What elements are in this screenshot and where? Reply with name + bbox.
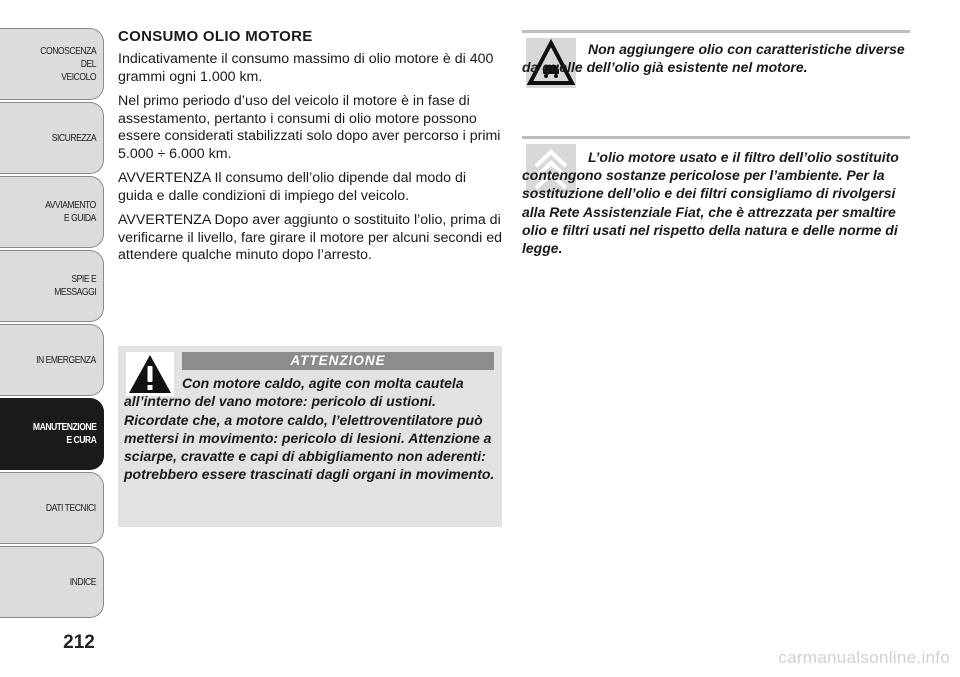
tab-label: DATI TECNICI (46, 501, 96, 514)
tab-label: MANUTENZIONE E CURA (32, 421, 96, 446)
tab-label: INDICE (69, 575, 96, 588)
page-number: 212 (63, 632, 95, 653)
divider (522, 136, 910, 139)
section-heading: CONSUMO OLIO MOTORE (118, 28, 313, 45)
warning-text: Con motore caldo, agite con molta cautela all’interno del vano motore: pericolo di ustioni. Ricordate che, a motore caldo, l’elettroventilatore può mettersi in movimento: pericolo di lesioni. Attenzione a sciarpe, cravatte e capi di abbigliamento non aderenti: potrebbero essere trascinati dagli organi in movimento. (124, 375, 495, 483)
tab-label: IN EMERGENZA (36, 353, 96, 366)
main-content (118, 28, 504, 272)
section-tabs (0, 28, 104, 620)
warning-title: ATTENZIONE (182, 352, 494, 370)
warning-box (118, 346, 502, 527)
tab-label: CONOSCENZA DEL VEICOLO (40, 44, 96, 83)
paragraph: AVVERTENZA Dopo aver aggiunto o sostituito l’olio, prima di verificarne il livello, fare girare il motore per alcuni secondi ed attendere qualche minuto dopo l’arresto. (118, 212, 503, 263)
paragraph: Nel primo periodo d’uso del veicolo il motore è in fase di assestamento, pertanto i consumi di olio motore possono essere considerati stabilizzati solo dopo aver percorso i primi 5.000 ÷ 6.000 km. (118, 93, 501, 162)
divider (522, 30, 910, 33)
oil-note: Non aggiungere olio con caratteristiche diverse da quelle dell’olio già esistente nel motore. (522, 41, 905, 76)
tab-spie-e-messaggi[interactable] (0, 250, 104, 322)
environment-note: L’olio motore usato e il filtro dell’olio sostituito contengono sostanze pericolose per l’ambiente. Per la sostituzione dell’olio e dei filtri consigliamo di rivolgersi alla Rete Assistenziale Fiat, che è attrezzata per smaltire olio e filtri usati nel rispetto della natura e delle norme di legge. (522, 149, 899, 257)
tab-manutenzione-e-cura[interactable] (0, 398, 104, 470)
tab-indice[interactable] (0, 546, 104, 618)
tab-dati-tecnici[interactable] (0, 472, 104, 544)
tab-conoscenza-del-veicolo[interactable] (0, 28, 104, 100)
tab-in-emergenza[interactable] (0, 324, 104, 396)
paragraph: Indicativamente il consumo massimo di olio motore è di 400 grammi ogni 1.000 km. (118, 51, 494, 85)
paragraph: AVVERTENZA Il consumo dell’olio dipende dal modo di guida e dalle condizioni di impiego del veicolo. (118, 170, 467, 204)
tab-avviamento-e-guida[interactable] (0, 176, 104, 248)
tab-label: SPIE E MESSAGGI (54, 273, 96, 298)
tab-sicurezza[interactable] (0, 102, 104, 174)
watermark: carmanualsonline.info (778, 648, 950, 667)
tab-label: AVVIAMENTO E GUIDA (45, 199, 96, 224)
tab-label: SICUREZZA (51, 131, 96, 144)
